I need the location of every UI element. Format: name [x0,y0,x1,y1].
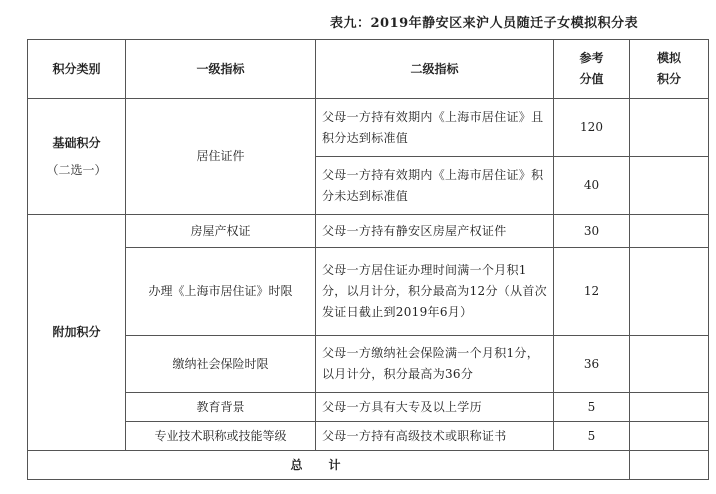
row-level1: 居住证件 [126,99,316,215]
table-row [28,422,709,451]
row-level1: 专业技术职称或技能等级 [126,422,316,451]
table-row [28,336,709,393]
row-ref: 120 [554,99,630,157]
group-basic-note: （二选一） [46,162,107,177]
header-ref-line1: 参考 [579,51,604,65]
total-label: 总计 [28,451,630,480]
row-ref: 36 [554,336,630,393]
row-ref: 40 [554,157,630,215]
row-sim [630,248,709,336]
header-category: 积分类别 [28,40,126,99]
row-level1: 教育背景 [126,393,316,422]
header-simulated-score [630,40,709,99]
row-ref: 30 [554,215,630,248]
row-level2: 父母一方持有静安区房屋产权证件 [316,215,554,248]
row-ref: 5 [554,422,630,451]
header-ref-line2: 分值 [579,72,604,86]
row-sim [630,422,709,451]
table-caption: 表九：2019年静安区来沪人员随迁子女模拟积分表 [330,16,639,31]
header-sim-line1: 模拟 [656,51,681,65]
header-reference-score [554,40,630,99]
header-level2: 二级指标 [316,40,554,99]
row-level2: 父母一方持有高级技术或职称证书 [316,422,554,451]
header-row [28,40,709,99]
header-sim-line2: 积分 [656,72,681,86]
row-level2: 父母一方居住证办理时间满一个月积1分，以月计分，积分最高为12分（从首次发证日截止到2019年6月） [316,248,554,336]
row-level1: 房屋产权证 [126,215,316,248]
row-level1: 缴纳社会保险时限 [126,336,316,393]
group-extra-name: 附加积分 [52,325,101,339]
table-row [28,248,709,336]
table-row [28,215,709,248]
row-level2: 父母一方缴纳社会保险满一个月积1分，以月计分，积分最高为36分 [316,336,554,393]
row-sim [630,157,709,215]
row-sim [630,99,709,157]
row-level2: 父母一方具有大专及以上学历 [316,393,554,422]
table-row [28,99,709,157]
row-level1: 办理《上海市居住证》时限 [126,248,316,336]
group-basic [28,99,126,215]
total-row [28,451,709,480]
table-row [28,393,709,422]
row-ref: 12 [554,248,630,336]
total-value [630,451,709,480]
row-sim [630,393,709,422]
row-level2: 父母一方持有效期内《上海市居住证》且积分达到标准值 [316,99,554,157]
points-table [27,39,709,480]
group-basic-name: 基础积分 [52,135,101,150]
row-level2: 父母一方持有效期内《上海市居住证》积分未达到标准值 [316,157,554,215]
row-ref: 5 [554,393,630,422]
group-extra [28,215,126,451]
row-sim [630,336,709,393]
header-level1: 一级指标 [126,40,316,99]
row-sim [630,215,709,248]
